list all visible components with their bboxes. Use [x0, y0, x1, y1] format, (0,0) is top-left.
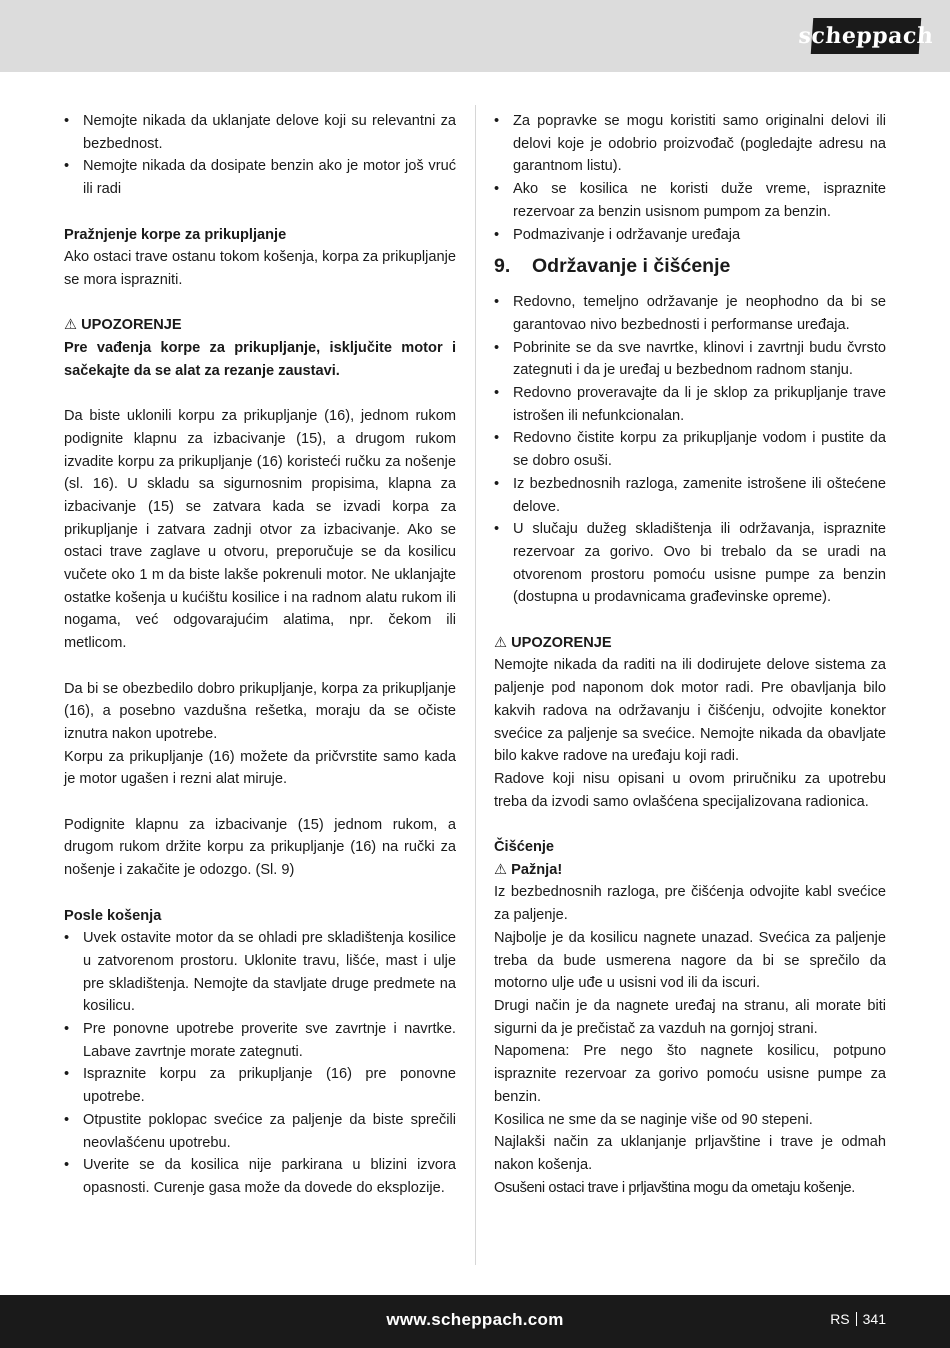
separator [856, 1312, 857, 1326]
attention-heading [494, 859, 886, 882]
section-title: Održavanje i čišćenje [532, 255, 731, 278]
list-item: • Redovno, temeljno održavanje je neophodno da bi se garantovao nivo bezbednosti i performanse uređaja. [494, 291, 886, 336]
list-item: • Pre ponovne upotrebe proverite sve zavrtnje i navrtke. Labave zavrtnje morate zategnuti. [64, 1018, 456, 1063]
cleaning-line: Najbolje je da kosilicu nagnete unazad. Svećica za paljenje treba da bude usmerena nagore da bi se sprečilo da motorno ulje uđe u usisni vod ili da iscuri. [494, 929, 886, 992]
after-mowing-heading: Posle košenja [64, 907, 162, 924]
cleaning-heading: Čišćenje [494, 839, 555, 856]
section-heading [494, 252, 886, 280]
left-column [64, 110, 456, 1200]
cleaning-line: Iz bezbednosnih razloga, pre čišćenja odvojite kabl svećice za paljenje. [494, 884, 886, 924]
warning-text: Pre vađenja korpe za prikupljanje, isključite motor i sačekajte da se alat za rezanje zaustavi. [64, 340, 456, 379]
cleaning-line: Osušeni ostaci trave i prljavština mogu da ometaju košenje. [494, 1179, 855, 1196]
section-number: 9. [494, 255, 511, 278]
list-item: • Nemojte nikada da uklanjate delove koji su relevantni za bezbednost. [64, 110, 456, 155]
list-item: • Ispraznite korpu za prikupljanje (16) pre ponovne upotrebe. [64, 1063, 456, 1108]
warning-title: UPOZORENJE [511, 634, 612, 651]
page-number-value: 341 [862, 1311, 886, 1327]
list-item: • Iz bezbednosnih razloga, zamenite istrošene ili oštećene delove. [494, 473, 886, 518]
warning-icon: ⚠ [64, 317, 78, 334]
warning-heading [64, 314, 456, 337]
warning-icon: ⚠ [494, 861, 508, 878]
removal-paragraph: Da biste uklonili korpu za prikupljanje (16), jednom rukom podignite klapnu za izbacivanje (15), a drugom rukom izvadite korpu za prikupljanje (16) koristeći ručku za nošenje (sl. 16). U skladu sa sigurnosnim propisima, klapna za izbacivanje (15) se zatvara kada se izvadi korpa za prikupljanje i zatvara zadnji otvor za izbacivanje. Ako se ostaci trave zaglave u otvoru, preporučuje se da kosilicu vučete oko 1 m da biste lakše pokrenuli motor. Ne uklanjajte ostatke košenja u kućištu kosilice i na radnom alatu rukom ili nogama, već odgovarajućim alatima, npr. čekom ili metlicom. [64, 408, 456, 652]
cleaning-line: Kosilica ne sme da se naginje više od 90 stepeni. [494, 1111, 813, 1128]
emptying-text: Ako ostaci trave ostanu tokom košenja, korpa za prikupljanje se mora isprazniti. [64, 249, 456, 288]
list-item: • Za popravke se mogu koristiti samo originalni delovi ili delovi koje je odobrio proizvođač (pogledajte adresu na garantnom listu). [494, 110, 886, 178]
list-item: • Redovno proveravajte da li je sklop za prikupljanje trave istrošen ili nefunkcionalan. [494, 382, 886, 427]
page-number [830, 1311, 886, 1327]
list-item: • Uvek ostavite motor da se ohladi pre skladištenja kosilice u zatvorenom prostoru. Uklonite travu, lišće, mast i ulje pre skladištenja. Nemojte da stavljate druge predmete na kosilicu. [64, 927, 456, 1018]
list-item: • U slučaju dužeg skladištenja ili održavanja, ispraznite rezervoar za gorivo. Ovo bi trebalo da se uradi na otvorenom prostoru pomoću usisne pumpe za benzin (dostupna u prodavnicama građevinske opreme). [494, 518, 886, 609]
warning-text-2: Radove koji nisu opisani u ovom priručniku za upotrebu treba da izvodi samo ovlašćena specijalizovana radionica. [494, 770, 886, 810]
cleaning-line: Najlakši način za uklanjanje prljavštine i trave je odmah nakon košenja. [494, 1134, 886, 1173]
language-code: RS [830, 1311, 850, 1327]
attach-paragraph: Korpu za prikupljanje (16) možete da pričvrstite samo kada je motor ugašen i rezni alat miruje. [64, 748, 456, 788]
cleaning-paragraph: Da bi se obezbedilo dobro prikupljanje, korpa za prikupljanje (16), a posebno vazdušna rešetka, moraju da se očiste iznutra nakon upotrebe. [64, 680, 456, 742]
maintenance-list [494, 291, 886, 609]
page-footer [0, 1295, 950, 1348]
cleaning-line: Napomena: Pre nego što nagnete kosilicu, potpuno ispraznite rezervoar za gorivo pomoću usisne pumpe za benzin. [494, 1043, 886, 1105]
brand-logo: scheppach [811, 18, 922, 54]
emptying-heading: Pražnjenje korpe za prikupljanje [64, 226, 287, 243]
attention-title: Pažnja! [511, 861, 563, 878]
list-item: • Redovno čistite korpu za prikupljanje vodom i pustite da se dobro osuši. [494, 427, 886, 472]
warning-heading [494, 632, 886, 655]
column-divider [475, 105, 476, 1265]
page-header [0, 0, 950, 72]
after-mowing-list [64, 927, 456, 1199]
lift-flap-paragraph: Podignite klapnu za izbacivanje (15) jednom rukom, a drugom rukom držite korpu za prikupljanje (16) na ručki za nošenje i zakačite je odozgo. (Sl. 9) [64, 816, 456, 879]
repair-bullet-list [494, 110, 886, 246]
list-item: • Pobrinite se da sve navrtke, klinovi i zavrtnji budu čvrsto zategnuti i da je uređaj u bezbednom radnom stanju. [494, 337, 886, 382]
website-link[interactable]: www.scheppach.com [386, 1310, 564, 1329]
list-item: • Podmazivanje i održavanje uređaja [494, 224, 886, 247]
list-item: • Ako se kosilica ne koristi duže vreme, ispraznite rezervoar za benzin usisnom pumpom za benzin. [494, 178, 886, 223]
list-item: • Uverite se da kosilica nije parkirana u blizini izvora opasnosti. Curenje gasa može da dovede do eksplozije. [64, 1154, 456, 1199]
warning-icon: ⚠ [494, 634, 508, 651]
warning-title: UPOZORENJE [81, 317, 182, 334]
warning-text: Nemojte nikada da raditi na ili dodirujete delove sistema za paljenje pod naponom dok motor radi. Pre obavljanja bilo kakvih radova na održavanju i čišćenju, odvojite konektor svećice za paljenje sa svećice. Nemojte nikada da obavljate bilo kakve radove na uređaju koji radi. [494, 657, 886, 765]
right-column [494, 110, 886, 1199]
list-item: • Nemojte nikada da dosipate benzin ako je motor još vruć ili radi [64, 155, 456, 200]
cleaning-line: Drugi način je da nagnete uređaj na stranu, ali morate biti sigurni da je prečistač za vazduh na gornjoj strani. [494, 997, 886, 1037]
safety-bullet-list [64, 110, 456, 201]
list-item: • Otpustite poklopac svećice za paljenje da biste sprečili neovlašćenu upotrebu. [64, 1109, 456, 1154]
